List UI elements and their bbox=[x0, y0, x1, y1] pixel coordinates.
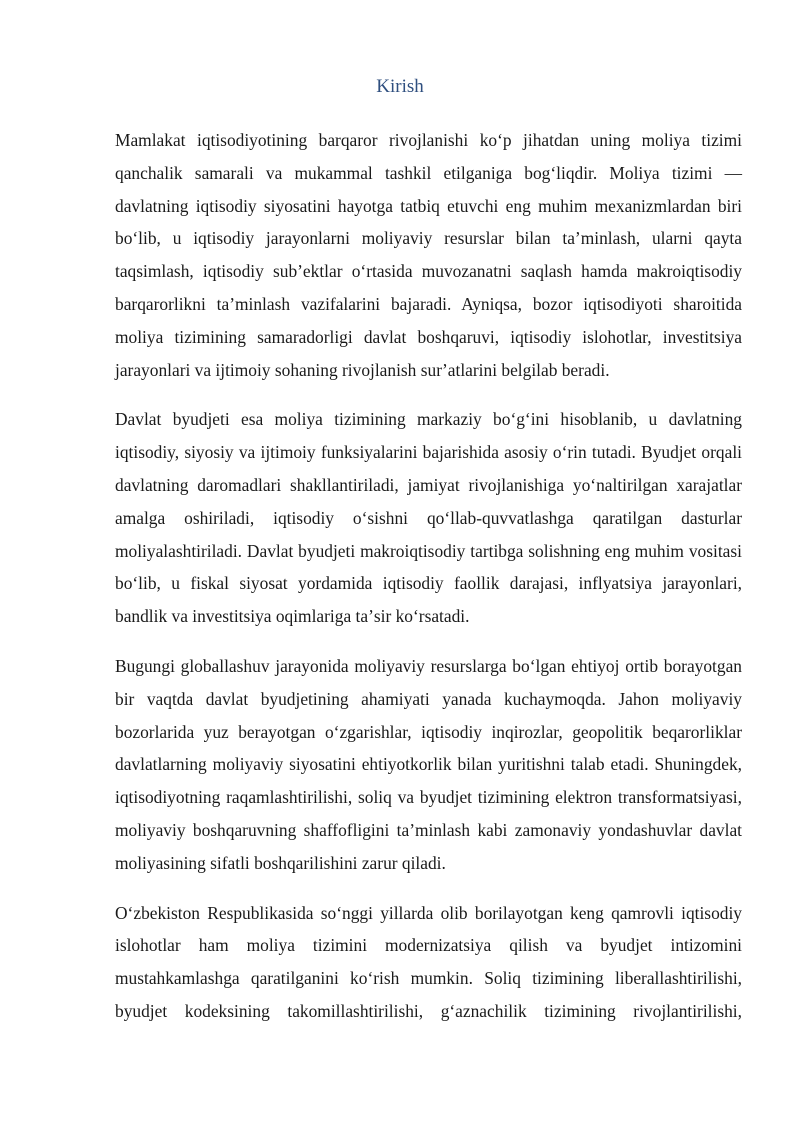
section-heading: Kirish bbox=[376, 76, 424, 97]
paragraph-2: Davlat byudjeti esa moliya tizimining markaziy boʻgʻini hisoblanib, u davlatning iqtisodiy, siyosiy va ijtimoiy funksiyalarini bajarishida asosiy oʻrin tutadi. Byudjet orqali davlatning daromadlari shakllantiriladi, jamiyat rivojlanishiga yoʻnaltirilgan xarajatlar amalga oshiriladi, iqtisodiy oʻsishni qoʻllab-quvvatlashga qaratilgan dasturlar moliyalashtiriladi. Davlat byudjeti makroiqtisodiy tartibga solishning eng muhim vositasi boʻlib, u fiskal siyosat yordamida iqtisodiy faollik darajasi, inflyatsiya jarayonlari, bandlik va investitsiya oqimlariga taʼsir koʻrsatadi. bbox=[115, 409, 742, 627]
paragraph-1: Mamlakat iqtisodiyotining barqaror rivojlanishi koʻp jihatdan uning moliya tizimi qanchalik samarali va mukammal tashkil etilganiga bogʻliqdir. Moliya tizimi — davlatning iqtisodiy siyosatini hayotga tatbiq etuvchi eng muhim mexanizmlardan biri boʻlib, u iqtisodiy jarayonlarni moliyaviy resurslar bilan taʼminlash, ularni qayta taqsimlash, iqtisodiy subʼektlar oʻrtasida muvozanatni saqlash hamda makroiqtisodiy barqarorlikni taʼminlash vazifalarini bajaradi. Ayniqsa, bozor iqtisodiyoti sharoitida moliya tizimining samaradorligi davlat boshqaruvi, iqtisodiy islohotlar, investitsiya jarayonlari va ijtimoiy sohaning rivojlanish surʼatlarini belgilab beradi. bbox=[115, 130, 742, 380]
paragraph-3: Bugungi globallashuv jarayonida moliyaviy resurslarga boʻlgan ehtiyoj ortib borayotgan bir vaqtda davlat byudjetining ahamiyati yanada kuchaymoqda. Jahon moliyaviy bozorlarida yuz berayotgan oʻzgarishlar, iqtisodiy inqirozlar, geopolitik beqarorliklar davlatlarning moliyaviy siyosatini ehtiyotkorlik bilan yuritishni talab etadi. Shuningdek, iqtisodiyotning raqamlashtirilishi, soliq va byudjet tizimining elektron transformatsiyasi, moliyaviy boshqaruvning shaffofligini taʼminlash kabi zamonaviy yondashuvlar davlat moliyasining sifatli boshqarilishini zarur qiladi. bbox=[115, 655, 742, 873]
body-text bbox=[115, 124, 742, 1045]
paragraph-4: Oʻzbekiston Respublikasida soʻnggi yillarda olib borilayotgan keng qamrovli iqtisodiy islohotlar ham moliya tizimini modernizatsiya qilish va byudjet intizomini mustahkamlashga qaratilganini koʻrish mumkin. Soliq tizimining liberallashtirilishi, byudjet kodeksining takomillashtirilishi, gʻaznachilik tizimining rivojlantirilishi, bbox=[115, 902, 742, 1021]
